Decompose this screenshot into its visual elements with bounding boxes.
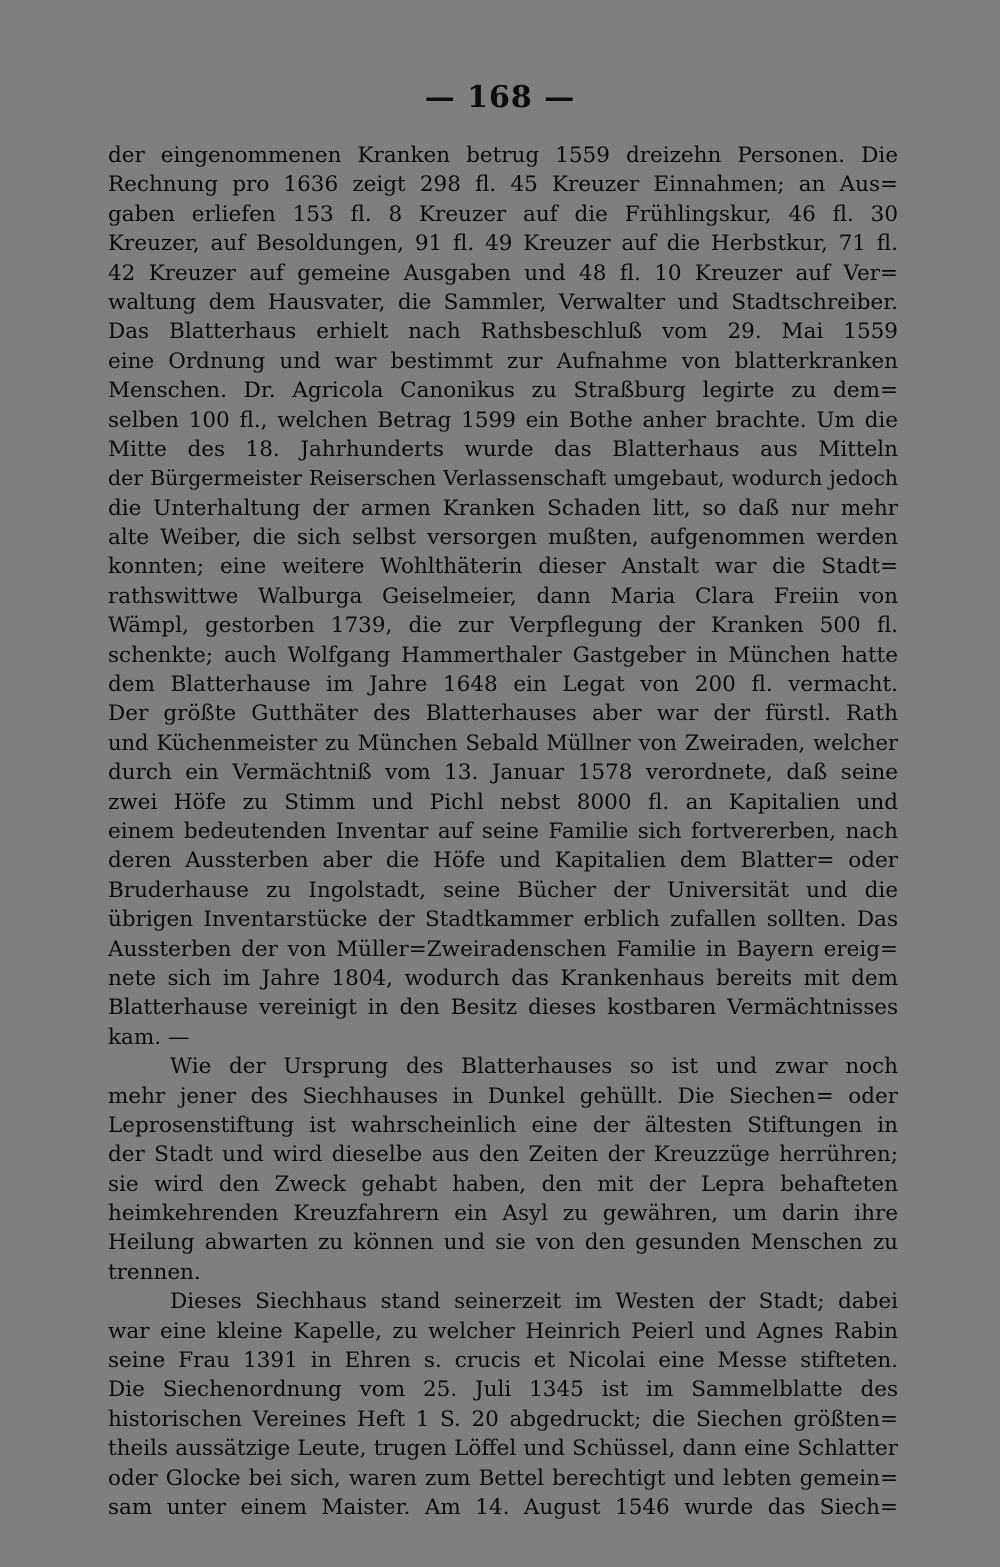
text-line: eine Ordnung und war bestimmt zur Aufnahme von blatterkranken [108,348,898,374]
text-line: sie wird den Zweck gehabt haben, den mit der Lepra behafteten [108,1171,898,1197]
text-line: mehr jener des Siechhauses in Dunkel gehüllt. Die Siechen= oder [108,1083,898,1109]
text-line: waltung dem Hausvater, die Sammler, Verwalter und Stadtschreiber. [108,289,898,315]
text-line: rathswittwe Walburga Geiselmeier, dann Maria Clara Freiin von [108,583,898,609]
text-line: übrigen Inventarstücke der Stadtkammer erblich zufallen sollten. Das [108,907,898,933]
text-line: der Bürgermeister Reiserschen Verlassenschaft umgebaut, wodurch jedoch [108,466,898,491]
text-line: schenkte; auch Wolfgang Hammerthaler Gastgeber in München hatte [108,642,898,668]
text-line: Heilung abwarten zu können und sie von den gesunden Menschen zu [108,1230,898,1256]
body-text [108,141,898,1522]
text-line: nete sich im Jahre 1804, wodurch das Krankenhaus bereits mit dem [108,965,898,991]
text-line: heimkehrenden Kreuzfahrern ein Asyl zu gewähren, um darin ihre [108,1201,898,1227]
text-line: durch ein Vermächtniß vom 13. Januar 1578 verordnete, daß seine [108,760,898,786]
text-line: der Stadt und wird dieselbe aus den Zeiten der Kreuzzüge herrühren; [108,1142,898,1168]
text-line: Leprosenstiftung ist wahrscheinlich eine der ältesten Stiftungen in [108,1112,898,1138]
text-line: Die Siechenordnung vom 25. Juli 1345 ist im Sammelblatte des [108,1377,898,1403]
text-line: sam unter einem Maister. Am 14. August 1546 wurde das Siech= [108,1494,898,1520]
text-line: Mitte des 18. Jahrhunderts wurde das Blatterhaus aus Mitteln [108,436,898,462]
text-line: der eingenommenen Kranken betrug 1559 dreizehn Personen. Die [108,143,898,168]
page-number: — 168 — [424,80,576,115]
text-line: Wämpl, gestorben 1739, die zur Verpflegung der Kranken 500 fl. [108,613,898,639]
text-line: Das Blatterhaus erhielt nach Rathsbeschluß vom 29. Mai 1559 [108,319,898,345]
text-line: Dieses Siechhaus stand seinerzeit im Westen der Stadt; dabei [170,1289,898,1315]
text-line: zwei Höfe zu Stimm und Pichl nebst 8000 fl. an Kapitalien und [108,789,898,815]
text-line: oder Glocke bei sich, waren zum Bettel berechtigt und lebten gemein= [108,1465,898,1491]
text-line: theils aussätzige Leute, trugen Löffel und Schüssel, dann eine Schlatter [108,1436,898,1462]
text-line: Der größte Gutthäter des Blatterhauses aber war der fürstl. Rath [108,701,898,727]
text-line: trennen. [108,1259,201,1285]
text-line: seine Frau 1391 in Ehren s. crucis et Nicolai eine Messe stifteten. [108,1348,898,1374]
text-line: alte Weiber, die sich selbst versorgen mußten, aufgenommen werden [108,525,898,551]
text-line: 42 Kreuzer auf gemeine Ausgaben und 48 fl. 10 Kreuzer auf Ver= [108,260,898,286]
text-line: Kreuzer, auf Besoldungen, 91 fl. 49 Kreuzer auf die Herbstkur, 71 fl. [108,231,898,257]
text-line: dem Blatterhause im Jahre 1648 ein Legat von 200 fl. vermacht. [108,672,898,698]
text-line: Wie der Ursprung des Blatterhauses so ist und zwar noch [170,1054,898,1080]
text-line: deren Aussterben aber die Höfe und Kapitalien dem Blatter= oder [108,848,898,874]
text-line: die Unterhaltung der armen Kranken Schaden litt, so daß nur mehr [108,495,898,521]
text-line: kam. — [108,1024,190,1050]
text-line: und Küchenmeister zu München Sebald Müllner von Zweiraden, welcher [108,730,898,755]
text-line: Menschen. Dr. Agricola Canonikus zu Straßburg legirte zu dem= [108,378,898,404]
text-line: Bruderhause zu Ingolstadt, seine Bücher der Universität und die [108,877,898,903]
text-line: selben 100 fl., welchen Betrag 1599 ein Bothe anher brachte. Um die [108,407,898,433]
text-line: einem bedeutenden Inventar auf seine Familie sich fortvererben, nach [108,818,898,844]
text-line: war eine kleine Kapelle, zu welcher Heinrich Peierl und Agnes Rabin [108,1318,898,1344]
text-line: historischen Vereines Heft 1 S. 20 abgedruckt; die Siechen größten= [108,1406,898,1432]
text-line: Blatterhause vereinigt in den Besitz dieses kostbaren Vermächtnisses [108,995,898,1021]
text-line: konnten; eine weitere Wohlthäterin dieser Anstalt war die Stadt= [108,554,898,580]
text-line: Aussterben der von Müller=Zweiradenschen Familie in Bayern ereig= [108,936,898,962]
text-line: gaben erliefen 153 fl. 8 Kreuzer auf die Frühlingskur, 46 fl. 30 [108,201,898,227]
text-line: Rechnung pro 1636 zeigt 298 fl. 45 Kreuzer Einnahmen; an Aus= [108,172,898,198]
